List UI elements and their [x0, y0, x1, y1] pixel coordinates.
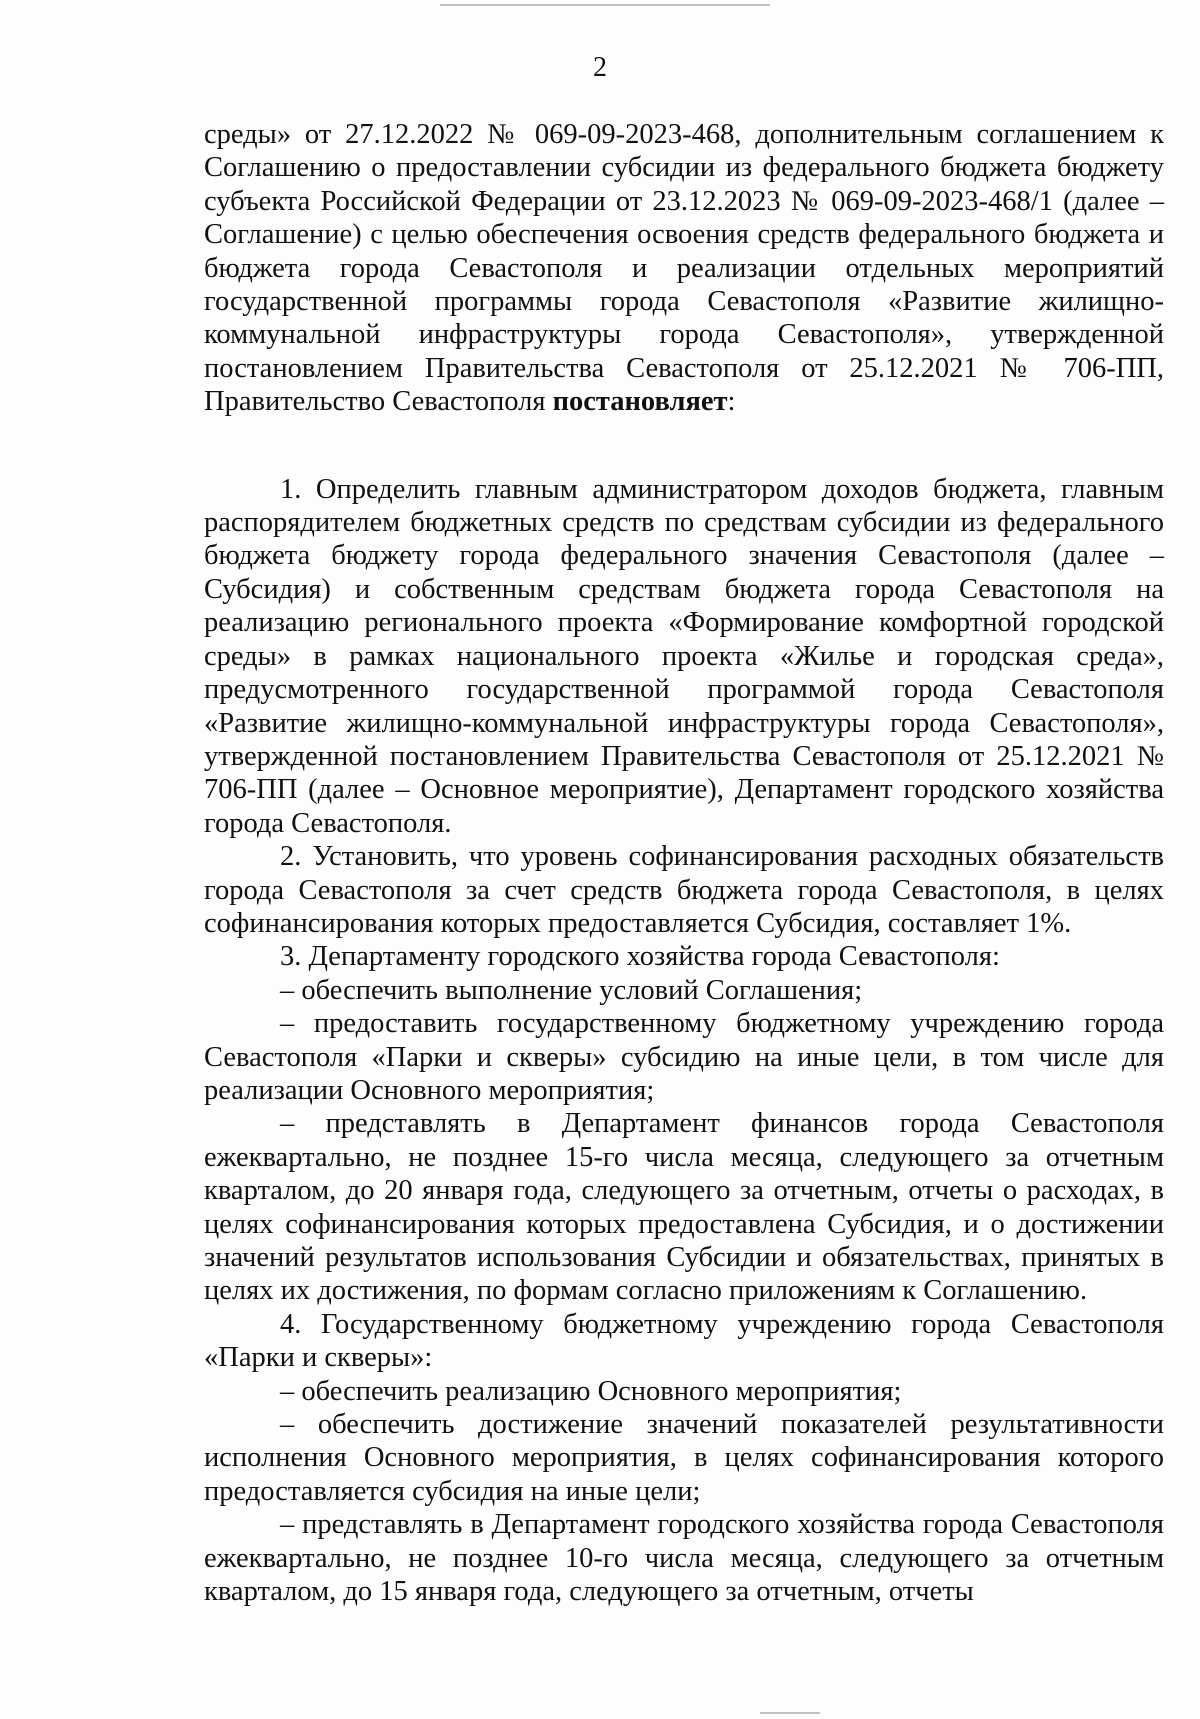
intro-end: :: [727, 386, 736, 418]
scan-artifact-bottom: [760, 1712, 820, 1714]
paragraph-item-3-bullet-2: – предоставить государственному бюджетному учреждению города Севастополя «Парки и скверы» субсидию на иные цели, в том числе для реализации Основного мероприятия;: [204, 1008, 1164, 1106]
paragraph-item-3-bullet-3: – представлять в Департамент финансов города Севастополя ежеквартально, не позднее 15-го числа месяца, следующего за отчетным кварталом, до 20 января года, следующего за отчетным, отчеты о расходах, в целях софинансирования которых предоставлена Субсидия, и о достижении значений результатов использования Субсидии и обязательствах, принятых в целях их достижения, по формам согласно приложениям к Соглашению.: [204, 1108, 1164, 1307]
intro-emphasis: постановляет: [552, 386, 728, 418]
paragraph-item-2: 2. Установить, что уровень софинансирования расходных обязательств города Севастополя за счет средств бюджета города Севастополя, в целях софинансирования которых предоставляется Субсидия, составляет 1%.: [204, 841, 1164, 939]
scan-artifact-top: [440, 4, 770, 6]
paragraph-gap: [204, 419, 1164, 473]
document-body: [204, 118, 1164, 1608]
paragraph-item-4-bullet-1: – обеспечить реализацию Основного мероприятия;: [280, 1375, 902, 1407]
paragraph-item-4: 4. Государственному бюджетному учреждению города Севастополя «Парки и скверы»:: [204, 1308, 1164, 1374]
intro-paragraph: [204, 118, 1164, 419]
paragraph-item-4-bullet-3: – представлять в Департамент городского хозяйства города Севастополя ежеквартально, не позднее 10-го числа месяца, следующего за отчетным кварталом, до 15 января года, следующего за отчетным, отчеты: [204, 1509, 1164, 1608]
intro-text: среды» от 27.12.2022 № 069-09-2023-468, дополнительным соглашением к Соглашению о предоставлении субсидии из федерального бюджета бюджету субъекта Российской Федерации от 23.12.2023 № 069-09-2023-468/1 (далее – Соглашение) с целью обеспечения освоения средств федерального бюджета и бюджета города Севастополя и реализации отдельных мероприятий государственной программы города Севастополя «Развитие жилищно-коммунальной инфраструктуры города Севастополя», утвержденной постановлением Правительства Севастополя от 25.12.2021 № 706-ПП, Правительство Севастополя: [204, 119, 1164, 418]
paragraph-item-1: 1. Определить главным администратором доходов бюджета, главным распорядителем бюджетных средств по средствам субсидии из федерального бюджета бюджету города федерального значения Севастополя (далее – Субсидия) и собственным средствам бюджета города Севастополя на реализацию регионального проекта «Формирование комфортной городской среды» в рамках национального проекта «Жилье и городская среда», предусмотренного государственной программой города Севастополя «Развитие жилищно-коммунальной инфраструктуры города Севастополя», утвержденной постановлением Правительства Севастополя от 25.12.2021 № 706-ПП (далее – Основное мероприятие), Департамент городского хозяйства города Севастополя.: [204, 473, 1164, 839]
paragraph-item-3-bullet-1: – обеспечить выполнение условий Соглашения;: [280, 974, 863, 1006]
paragraph-item-3: 3. Департаменту городского хозяйства города Севастополя:: [280, 941, 1000, 973]
page-number: 2: [593, 52, 607, 83]
paragraph-item-4-bullet-2: – обеспечить достижение значений показателей результативности исполнения Основного мероприятия, в целях софинансирования которого предоставляется субсидия на иные цели;: [204, 1409, 1164, 1507]
